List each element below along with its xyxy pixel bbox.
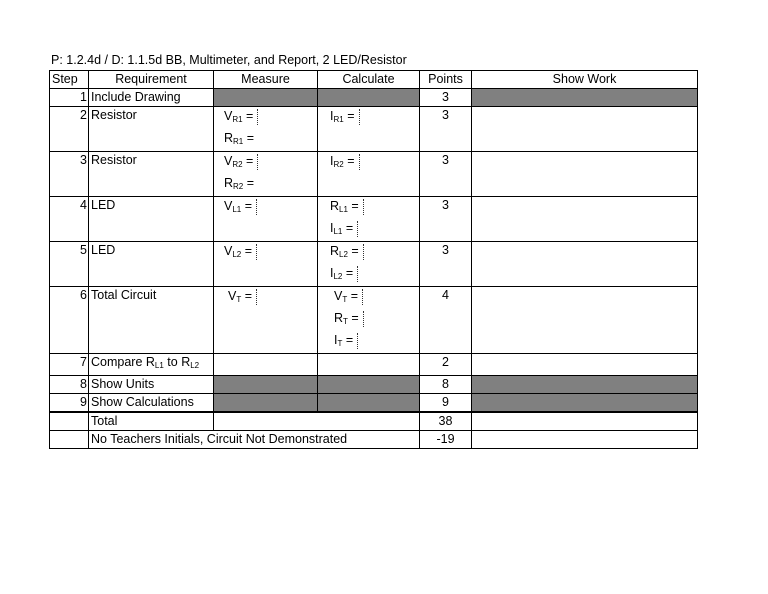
points-cell: 2 (420, 354, 472, 376)
measure-entry: $V_{R2}$ = (214, 152, 317, 174)
show-work-cell[interactable] (472, 107, 698, 152)
penalty-label: No Teachers Initials, Circuit Not Demonstrated (89, 431, 420, 449)
table-row (50, 394, 698, 413)
points-cell: 3 (420, 242, 472, 287)
measure-entry: $V_{L2}$ = (214, 242, 317, 264)
measure-cell-shaded (214, 376, 318, 394)
total-show-work[interactable] (472, 412, 698, 431)
measure-entry: $V_T$ = (214, 287, 317, 309)
points-cell: 9 (420, 394, 472, 413)
measure-entry: $V_{L1}$ = (214, 197, 317, 219)
header-row (50, 71, 698, 89)
table-row (50, 376, 698, 394)
step-number-empty (50, 412, 89, 431)
requirement-cell: Show Calculations (89, 394, 214, 413)
points-cell: 3 (420, 197, 472, 242)
calculate-entry: $I_{R2}$ = (318, 152, 419, 174)
step-number-empty (50, 431, 89, 449)
show-work-cell-shaded (472, 376, 698, 394)
header-measure: Measure (214, 71, 318, 89)
calculate-cell[interactable] (318, 197, 420, 242)
points-cell: 3 (420, 89, 472, 107)
table-row (50, 89, 698, 107)
calculate-entry: $V_T$ = (318, 287, 419, 309)
step-number: 5 (50, 242, 89, 287)
show-work-cell-shaded (472, 394, 698, 413)
table-row (50, 197, 698, 242)
show-work-cell[interactable] (472, 197, 698, 242)
step-number: 9 (50, 394, 89, 413)
calculate-entry: $I_T$ = (318, 331, 419, 353)
rubric-table (49, 70, 698, 449)
calculate-cell[interactable] (318, 107, 420, 152)
page-title: P: 1.2.4d / D: 1.1.5d BB, Multimeter, and Report, 2 LED/Resistor (51, 53, 407, 67)
step-number: 4 (50, 197, 89, 242)
calculate-entry: $R_{L2}$ = (318, 242, 419, 264)
total-points: 38 (420, 412, 472, 431)
calculate-cell-shaded (318, 89, 420, 107)
requirement-cell: LED (89, 197, 214, 242)
show-work-cell-shaded (472, 89, 698, 107)
header-show-work: Show Work (472, 71, 698, 89)
penalty-show-work[interactable] (472, 431, 698, 449)
calculate-entry: $I_{L1}$ = (318, 219, 419, 241)
calculate-cell[interactable] (318, 242, 420, 287)
measure-entry: $R_{R1}$ = (224, 131, 255, 146)
step-number: 6 (50, 287, 89, 354)
measure-entry: $V_{R1}$ = (214, 107, 317, 129)
calculate-cell[interactable] (318, 287, 420, 354)
calculate-entry: $I_{L2}$ = (318, 264, 419, 286)
header-requirement: Requirement (89, 71, 214, 89)
calculate-cell-shaded (318, 394, 420, 413)
penalty-points: -19 (420, 431, 472, 449)
measure-entry: $R_{R2}$ = (224, 176, 255, 191)
requirement-cell: Total Circuit (89, 287, 214, 354)
table-row (50, 152, 698, 197)
measure-cell-shaded (214, 89, 318, 107)
total-row (50, 412, 698, 431)
calculate-entry: $R_T$ = (318, 309, 419, 331)
show-work-cell[interactable] (472, 354, 698, 376)
measure-cell[interactable] (214, 287, 318, 354)
requirement-cell: LED (89, 242, 214, 287)
points-cell: 3 (420, 107, 472, 152)
requirement-cell: Resistor (89, 107, 214, 152)
requirement-cell: Compare $R_{L1}$ to $R_{L2}$ (89, 354, 214, 376)
calculate-entry: $R_{L1}$ = (318, 197, 419, 219)
step-number: 3 (50, 152, 89, 197)
penalty-row (50, 431, 698, 449)
points-cell: 3 (420, 152, 472, 197)
measure-cell[interactable] (214, 107, 318, 152)
measure-cell[interactable] (214, 152, 318, 197)
show-work-cell[interactable] (472, 287, 698, 354)
table-row (50, 354, 698, 376)
step-number: 7 (50, 354, 89, 376)
calculate-cell-shaded (318, 376, 420, 394)
table-row (50, 242, 698, 287)
calculate-entry: $I_{R1}$ = (318, 107, 419, 129)
table-row (50, 287, 698, 354)
total-label: Total (89, 412, 214, 431)
step-number: 2 (50, 107, 89, 152)
header-points: Points (420, 71, 472, 89)
header-step: Step (50, 71, 89, 89)
requirement-cell: Include Drawing (89, 89, 214, 107)
step-number: 1 (50, 89, 89, 107)
points-cell: 8 (420, 376, 472, 394)
show-work-cell[interactable] (472, 152, 698, 197)
requirement-cell: Show Units (89, 376, 214, 394)
step-number: 8 (50, 376, 89, 394)
header-calculate: Calculate (318, 71, 420, 89)
measure-cell[interactable] (214, 197, 318, 242)
requirement-cell: Resistor (89, 152, 214, 197)
measure-cell[interactable] (214, 354, 318, 376)
table-row (50, 107, 698, 152)
show-work-cell[interactable] (472, 242, 698, 287)
total-spacer (214, 412, 420, 431)
points-cell: 4 (420, 287, 472, 354)
calculate-cell[interactable] (318, 152, 420, 197)
calculate-cell[interactable] (318, 354, 420, 376)
measure-cell[interactable] (214, 242, 318, 287)
measure-cell-shaded (214, 394, 318, 413)
